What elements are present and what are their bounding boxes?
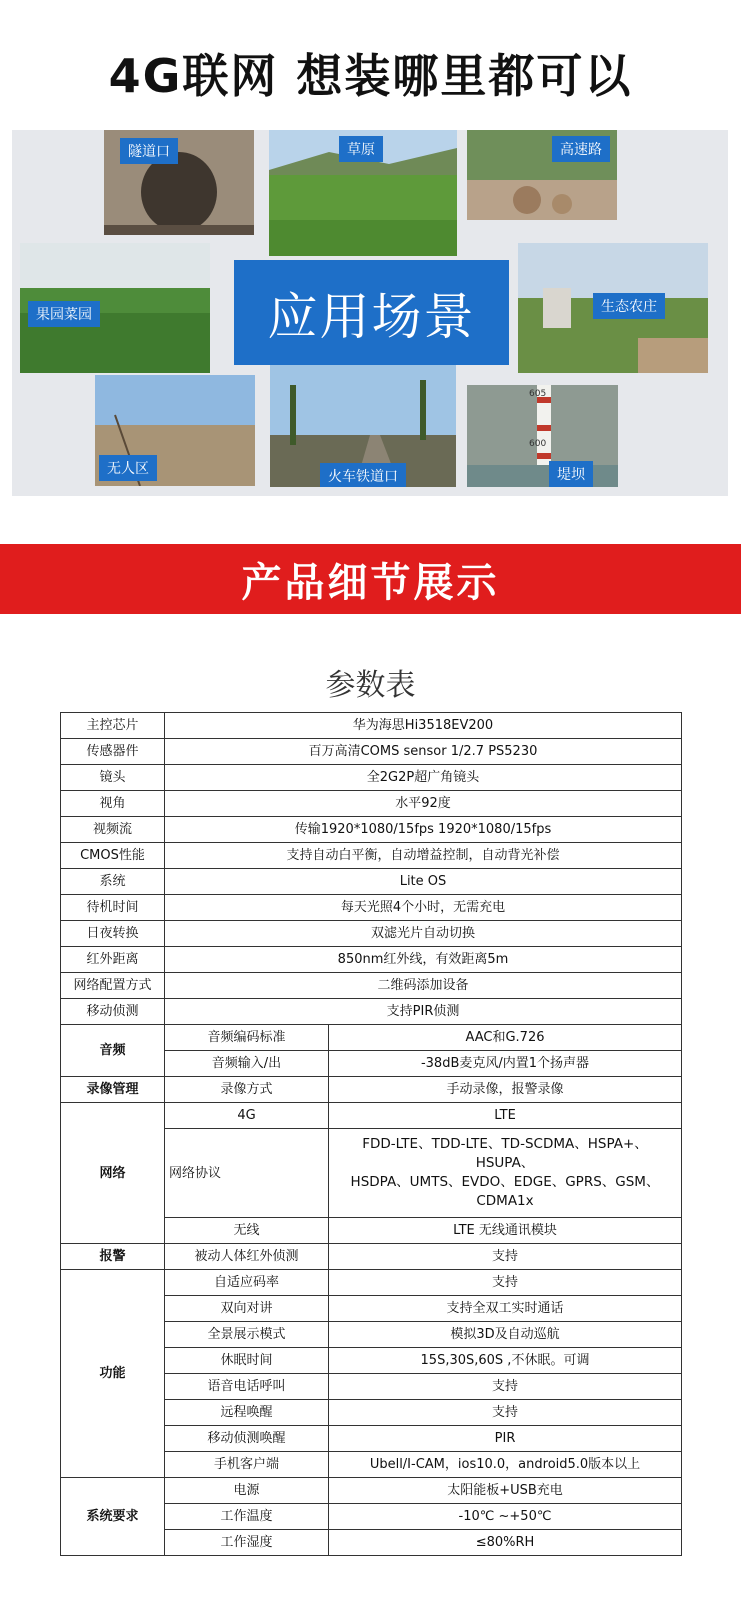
spec-subkey: 远程唤醒 [165, 1400, 329, 1426]
spec-key: 视角 [61, 791, 165, 817]
scene-railway-photo [270, 365, 456, 487]
spec-subkey: 音频输入/出 [165, 1051, 329, 1077]
spec-category-system: 系统要求 [61, 1478, 165, 1556]
protocols-line: HSDPA、UMTS、EVDO、EDGE、GPRS、GSM、 [350, 1174, 660, 1190]
scene-orchard-photo [20, 243, 210, 373]
spec-key: 日夜转换 [61, 921, 165, 947]
spec-subkey: 工作温度 [165, 1504, 329, 1530]
spec-value: 支持PIR侦测 [165, 999, 682, 1025]
spec-category-audio: 音频 [61, 1025, 165, 1077]
spec-value: -38dB麦克风/内置1个扬声器 [329, 1051, 682, 1077]
spec-value: 支持自动白平衡，自动增益控制，自动背光补偿 [165, 843, 682, 869]
table-row [61, 1244, 682, 1270]
spec-value: PIR [329, 1426, 682, 1452]
protocols-line: CDMA1x [476, 1193, 534, 1209]
dam-illustration [467, 385, 618, 487]
spec-value: Ubell/I-CAM，ios10.0，android5.0版本以上 [329, 1452, 682, 1478]
spec-value: 每天光照4个小时，无需充电 [165, 895, 682, 921]
spec-key: 网络配置方式 [61, 973, 165, 999]
spec-subkey: 音频编码标准 [165, 1025, 329, 1051]
spec-category-alarm: 报警 [61, 1244, 165, 1270]
spec-value: 全2G2P超广角镜头 [165, 765, 682, 791]
spec-key: CMOS性能 [61, 843, 165, 869]
spec-value: 850nm红外线，有效距离5m [165, 947, 682, 973]
spec-subkey: 被动人体红外侦测 [165, 1244, 329, 1270]
spec-subkey: 休眠时间 [165, 1348, 329, 1374]
table-row [61, 1077, 682, 1103]
table-row [61, 1103, 682, 1129]
spec-subkey: 语音电话呼叫 [165, 1374, 329, 1400]
table-row [61, 1270, 682, 1296]
table-row [61, 921, 682, 947]
page-headline: 4G联网 想装哪里都可以 [108, 49, 633, 103]
table-row [61, 713, 682, 739]
table-row [61, 1478, 682, 1504]
scene-label-railway: 火车铁道口 [320, 463, 406, 487]
table-row [61, 791, 682, 817]
scene-eco-farm-photo [518, 243, 708, 373]
spec-subkey: 双向对讲 [165, 1296, 329, 1322]
table-row [61, 843, 682, 869]
scene-label-grassland: 草原 [339, 136, 383, 162]
spec-value: ≤80%RH [329, 1530, 682, 1556]
spec-subkey: 手机客户端 [165, 1452, 329, 1478]
spec-subkey: 电源 [165, 1478, 329, 1504]
spec-value: 支持 [329, 1270, 682, 1296]
dam-gauge-top-label: 605 [529, 389, 547, 399]
spec-key: 镜头 [61, 765, 165, 791]
spec-value: 15S,30S,60S ,不休眠。可调 [329, 1348, 682, 1374]
spec-category-record: 录像管理 [61, 1077, 165, 1103]
spec-table [60, 712, 682, 1556]
spec-value-protocols [329, 1129, 682, 1218]
application-scenes-collage [12, 130, 728, 496]
spec-value: 百万高清COMS sensor 1/2.7 PS5230 [165, 739, 682, 765]
scene-dam-photo [467, 385, 618, 487]
spec-value: AAC和G.726 [329, 1025, 682, 1051]
scene-label-orchard: 果园菜园 [28, 301, 100, 327]
spec-value: LTE 无线通讯模块 [329, 1218, 682, 1244]
spec-subkey: 移动侦测唤醒 [165, 1426, 329, 1452]
spec-key: 系统 [61, 869, 165, 895]
spec-subkey: 4G [165, 1103, 329, 1129]
scene-tunnel-photo [104, 130, 254, 235]
spec-key: 视频流 [61, 817, 165, 843]
spec-subkey: 无线 [165, 1218, 329, 1244]
scene-label-dam: 堤坝 [549, 461, 593, 487]
scene-label-eco-farm: 生态农庄 [593, 293, 665, 319]
spec-value: 支持 [329, 1400, 682, 1426]
spec-value: 双滤光片自动切换 [165, 921, 682, 947]
table-row [61, 739, 682, 765]
table-row [61, 973, 682, 999]
spec-value: 支持全双工实时通话 [329, 1296, 682, 1322]
spec-subkey: 自适应码率 [165, 1270, 329, 1296]
spec-key: 红外距离 [61, 947, 165, 973]
protocols-line: FDD-LTE、TDD-LTE、TD-SCDMA、HSPA+、 [362, 1136, 648, 1152]
table-row [61, 1025, 682, 1051]
spec-value: 太阳能板+USB充电 [329, 1478, 682, 1504]
spec-value: 传输1920*1080/15fps 1920*1080/15fps [165, 817, 682, 843]
spec-value: 二维码添加设备 [165, 973, 682, 999]
spec-subkey: 全景展示模式 [165, 1322, 329, 1348]
spec-category-network: 网络 [61, 1103, 165, 1244]
table-row [61, 765, 682, 791]
scene-label-no-man-land: 无人区 [99, 455, 157, 481]
scene-label-tunnel: 隧道口 [120, 138, 178, 164]
table-row [61, 895, 682, 921]
table-row [61, 999, 682, 1025]
table-row [61, 869, 682, 895]
dam-gauge-bottom-label: 600 [529, 439, 547, 449]
spec-key: 待机时间 [61, 895, 165, 921]
spec-key: 移动侦测 [61, 999, 165, 1025]
spec-value: 模拟3D及自动巡航 [329, 1322, 682, 1348]
spec-value: -10℃ ~+50℃ [329, 1504, 682, 1530]
application-scenes-title: 应用场景 [234, 260, 509, 365]
spec-value: 支持 [329, 1244, 682, 1270]
protocols-line: HSUPA、 [475, 1155, 535, 1171]
spec-table-title: 参数表 [325, 668, 416, 703]
scene-label-highway: 高速路 [552, 136, 610, 162]
spec-category-function: 功能 [61, 1270, 165, 1478]
spec-key: 传感器件 [61, 739, 165, 765]
scene-no-man-land-photo [95, 375, 255, 486]
spec-key: 主控芯片 [61, 713, 165, 739]
scene-highway-photo [467, 130, 617, 220]
product-details-banner: 产品细节展示 [0, 544, 741, 614]
spec-value: Lite OS [165, 869, 682, 895]
spec-value: LTE [329, 1103, 682, 1129]
spec-subkey: 录像方式 [165, 1077, 329, 1103]
spec-subkey: 网络协议 [165, 1129, 329, 1218]
scene-grassland-photo [269, 130, 457, 256]
spec-value: 手动录像，报警录像 [329, 1077, 682, 1103]
table-row [61, 817, 682, 843]
spec-value: 华为海思Hi3518EV200 [165, 713, 682, 739]
spec-subkey: 工作湿度 [165, 1530, 329, 1556]
table-row [61, 947, 682, 973]
spec-value: 支持 [329, 1374, 682, 1400]
spec-value: 水平92度 [165, 791, 682, 817]
